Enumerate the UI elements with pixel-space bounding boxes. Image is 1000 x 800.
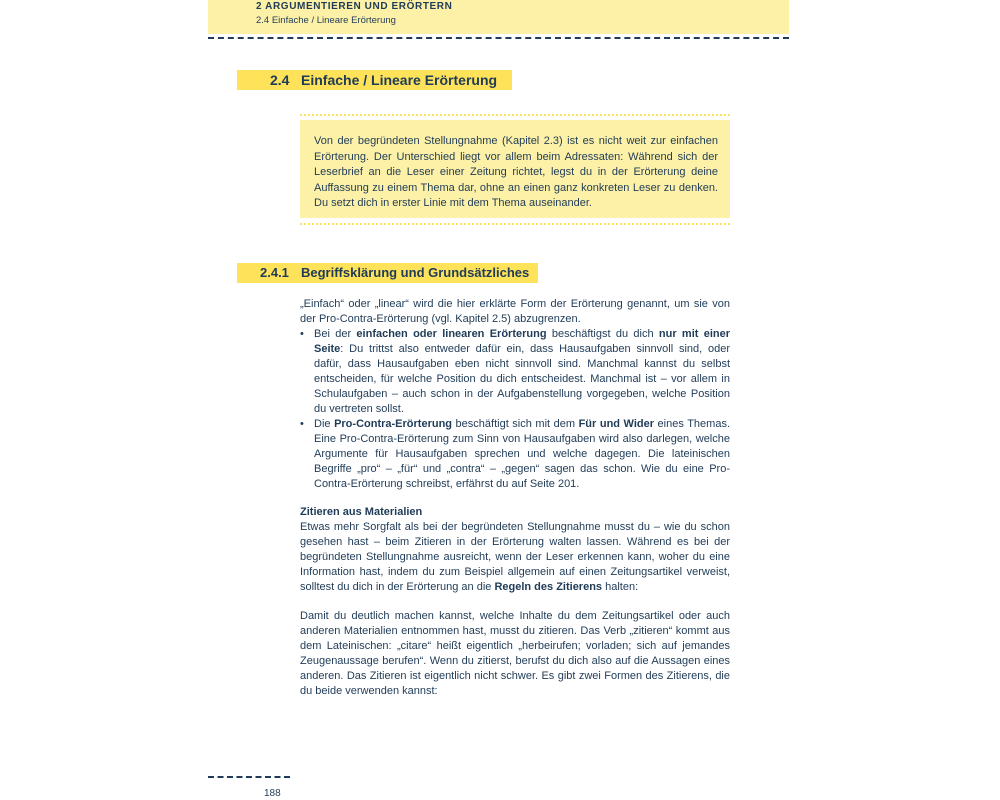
citing-heading: Zitieren aus Materialien [300, 506, 423, 518]
subsection-heading [237, 263, 538, 283]
chapter-title: 2 ARGUMENTIEREN UND ERÖRTERN [256, 1, 453, 12]
running-header [208, 0, 789, 34]
section-number: 2.4 [270, 72, 290, 88]
bold-term: nur mit einer Seite [314, 328, 731, 355]
citing-paragraph: Etwas mehr Sorgfalt als bei der begründeten Stellungnahme musst du – wie du schon gesehen hast – beim Zitieren in der Erörterung walten lassen. Während es bei der begründeten Stellungnahme ausreicht, wenn der Leser erkennen kann, woher du eine Information hast, indem du zum Beispiel allgemein auf einen Zeitungsartikel verweist, solltest du dich in der Erörterung an die Regeln des Zitierens halten: [300, 521, 730, 593]
subsection-number: 2.4.1 [260, 265, 289, 280]
subchapter-title: 2.4 Einfache / Lineare Erörterung [256, 15, 396, 26]
intro-text: Von der begründeten Stellungnahme (Kapitel 2.3) ist es nicht weit zur einfachen Erörterung. Der Unterschied liegt vor allem beim Adressaten: Während sich der Leserbrief an die Leser einer Zeitung richtet, legst du in der Erörterung deine Auffassung zu einem Thema dar, ohne an einen ganz konkreten Leser zu denken. Du setzt dich in erster Linie mit dem Thema auseinander. [314, 135, 718, 209]
page-number: 188 [264, 788, 281, 799]
bullet-marker: • [300, 328, 304, 340]
paragraph: Damit du deutlich machen kannst, welche Inhalte du dem Zeitungsartikel oder auch anderen Materialien entnommen hast, musst du zitieren. Das Verb „zitieren“ kommt aus dem Lateinischen: „citare“ heißt eigentlich „herbeirufen; vorladen; sich auf jemandes Zeugenaussage berufen“. Wenn du zitierst, berufst du dich also auf die Aussagen eines anderen. Das Zitieren ist eigentlich nicht schwer. Es gibt zwei Formen des Zitierens, die du beide verwenden kannst: [300, 610, 730, 697]
intro-box-top-border [300, 114, 730, 116]
bullet-item: • Die Pro-Contra-Erörterung beschäftigt sich mit dem Für und Wider eines Themas. Eine Pro-Contra-Erörterung zum Sinn von Hausaufgaben wird also darlegen, welche Argumente für Hausaufgaben sprechen und welche dagegen. Die lateinischen Begriffe „pro“ – „für“ und „contra“ – „gegen“ sagen das schon. Wie du eine Pro-Contra-Erörterung schreibst, erfährst du auf Seite 201. [300, 418, 730, 490]
citing-block [300, 505, 730, 595]
footer-divider [208, 776, 290, 778]
bold-term: einfachen oder linearen Erörterung [356, 328, 547, 340]
bullet-marker: • [300, 418, 304, 430]
section-heading [237, 70, 512, 90]
bold-term: Regeln des Zitierens [494, 581, 603, 593]
intro-paragraph: „Einfach“ oder „linear“ wird die hier erklärte Form der Erörterung genannt, um sie von der Pro-Contra-Erörterung (vgl. Kapitel 2.5) abzugrenzen. [300, 298, 730, 325]
last-paragraph [300, 609, 730, 699]
bold-term: Für und Wider [578, 418, 655, 430]
bullet-item: • Bei der einfachen oder linearen Erörterung beschäftigst du dich nur mit einer Seite: Du trittst also entweder dafür ein, dass Hausaufgaben sinnvoll sind, oder dafür, dass Hausaufgaben eben nicht sinnvoll sind. Manchmal kannst du selbst entscheiden, für welche Position du dich entscheidest. Manchmal ist – vor allem in Schulaufgaben – auch schon in der Aufgabenstellung vorgegeben, welche Position du vertreten sollst. [300, 328, 731, 415]
header-divider [208, 37, 789, 39]
section-title: Einfache / Lineare Erörterung [301, 72, 498, 88]
subsection-title: Begriffsklärung und Grundsätzliches [301, 265, 530, 280]
bold-term: Pro-Contra-Erörterung [334, 418, 453, 430]
intro-box [300, 120, 730, 218]
intro-box-bottom-border [300, 223, 730, 225]
body-text [300, 297, 730, 492]
